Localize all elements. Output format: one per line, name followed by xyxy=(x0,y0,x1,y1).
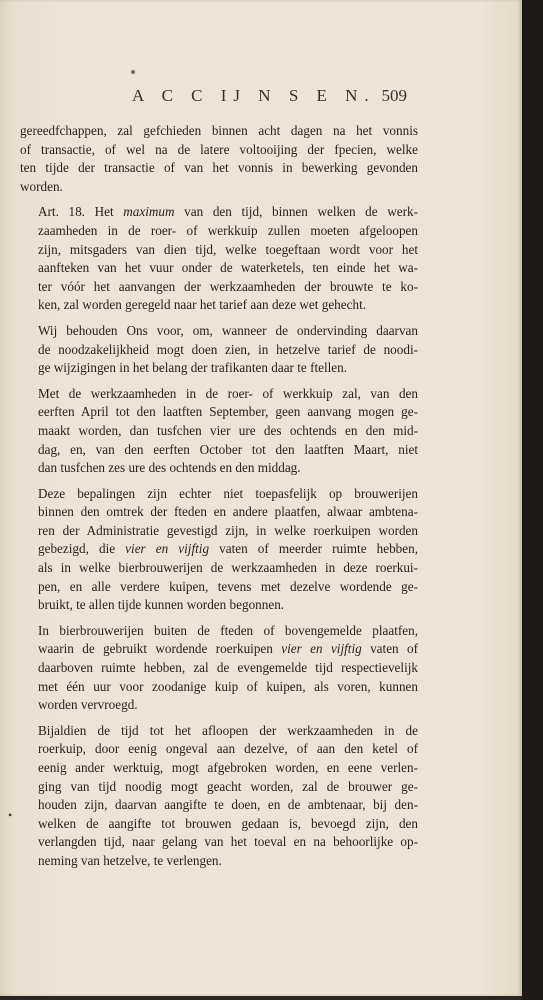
text-line: of transactie, of wel na de latere voltooijing der fpecien, welke xyxy=(20,141,418,157)
text-line: welken de aangifte tot brouwen gedaan is, bevoegd zijn, den xyxy=(38,815,418,831)
body-text xyxy=(20,122,418,878)
text-line: pen, en alle verdere kuipen, tevens met dezelve wordende ge- xyxy=(38,578,418,594)
text-line: binnen den omtrek der fteden en andere plaatfen, alwaar ambtena- xyxy=(38,504,418,520)
text-line: verlangden tijd, naar gelang van het toeval en na behoorlijke op- xyxy=(38,834,418,850)
text-line: daarboven ruimte hebben, zal de evengemelde tijd respectievelijk xyxy=(38,660,418,676)
text-line: gereedfchappen, zal gefchieden binnen acht dagen na het vonnis xyxy=(20,123,418,138)
text-line: Art. 18. Het maximum van den tijd, binnen welken de werk- xyxy=(38,204,419,220)
paragraph xyxy=(20,485,418,615)
text-line: dan tusfchen zes ure des ochtends en den middag. xyxy=(38,460,301,476)
running-title: A C C IJ N S E N. xyxy=(132,86,376,105)
text-line: ken, zal worden geregeld naar het tarief aan deze wet gehecht. xyxy=(38,297,367,313)
text-line: de noodzakelijkheid mogt doen zien, in hetzelve tarief de noodi- xyxy=(38,341,418,357)
ink-speck xyxy=(131,70,135,74)
text-line: Wij behouden Ons voor, om, wanneer de ondervinding daarvan xyxy=(38,322,418,338)
text-line: zijn, mitsgaders van dien tijd, welke toegeftaan wordt voor het xyxy=(38,241,418,257)
text-line: ge wijzigingen in het belang der trafikanten daar te ftellen. xyxy=(38,360,348,376)
margin-mark: • xyxy=(8,808,13,822)
book-spine-shadow xyxy=(522,0,543,1000)
text-line: als in welke bierbrouwerijen de werkzaamheden in deze roerkui- xyxy=(38,560,418,576)
text-line: Deze bepalingen zijn echter niet toepasfelijk op brouwerijen xyxy=(38,485,418,501)
text-line: eerften April tot den laatften September, geen aanvang mogen ge- xyxy=(38,404,418,420)
paragraph xyxy=(20,622,418,715)
paragraph xyxy=(20,385,418,478)
text-line: met één uur voor zoodanige kuip of kuipen, als voren, kunnen xyxy=(38,678,418,694)
text-line: eenig ander werktuig, mogt afgebroken worden, en eene verlen- xyxy=(38,760,418,775)
paragraph xyxy=(20,122,418,196)
text-line: ten tijde der transactie of van het vonnis in bewerking gevonden xyxy=(20,160,418,176)
paragraph xyxy=(20,203,418,315)
text-line: neming van hetzelve, te verlengen. xyxy=(38,852,222,868)
page-header xyxy=(22,86,407,110)
text-line: houden zijn, daarvan aangifte te doen, en de ambtenaar, bij den- xyxy=(38,797,418,813)
text-line: bruikt, te allen tijde kunnen worden begonnen. xyxy=(38,597,285,613)
text-line: waarin de gebruikt wordende roerkuipen vier en vijftig vaten of xyxy=(38,641,419,657)
text-line: In bierbrouwerijen buiten de fteden of bovengemelde plaatfen, xyxy=(38,622,418,638)
text-line: dag, en, van den eerften October tot den laatften Maart, niet xyxy=(38,441,418,457)
text-line: Bijaldien de tijd tot het afloopen der werkzaamheden in de xyxy=(38,722,418,738)
text-line: zaamheden in de roer- of werkkuip zullen moeten afgeloopen xyxy=(38,222,418,238)
text-line: roerkuip, door eenig ongeval aan dezelve, of aan den ketel of xyxy=(38,741,418,757)
text-line: gebezigd, die vier en vijftig vaten of meerder ruimte hebben, xyxy=(38,541,419,557)
page-number: 509 xyxy=(381,86,407,105)
text-line: ging van tijd noodig mogt geacht worden, zal de brouwer ge- xyxy=(38,778,418,794)
text-line: worden vervroegd. xyxy=(38,697,138,713)
text-line: ter vóór het aanvangen der werkzaamheden der brouwte te ko- xyxy=(38,278,418,294)
text-line: maakt worden, dan tusfchen vier ure des ochtends en den mid- xyxy=(38,422,418,438)
text-line: Met de werkzaamheden in de roer- of werkkuip zal, van den xyxy=(38,385,418,401)
paragraph xyxy=(20,322,418,378)
text-line: ren der Administratie gevestigd zijn, in welke roerkuipen worden xyxy=(38,522,418,538)
text-line: worden. xyxy=(20,178,63,194)
paragraph xyxy=(20,722,418,871)
text-line: aanfteken van het vuur onder de waterketels, ten einde het wa- xyxy=(38,260,418,276)
